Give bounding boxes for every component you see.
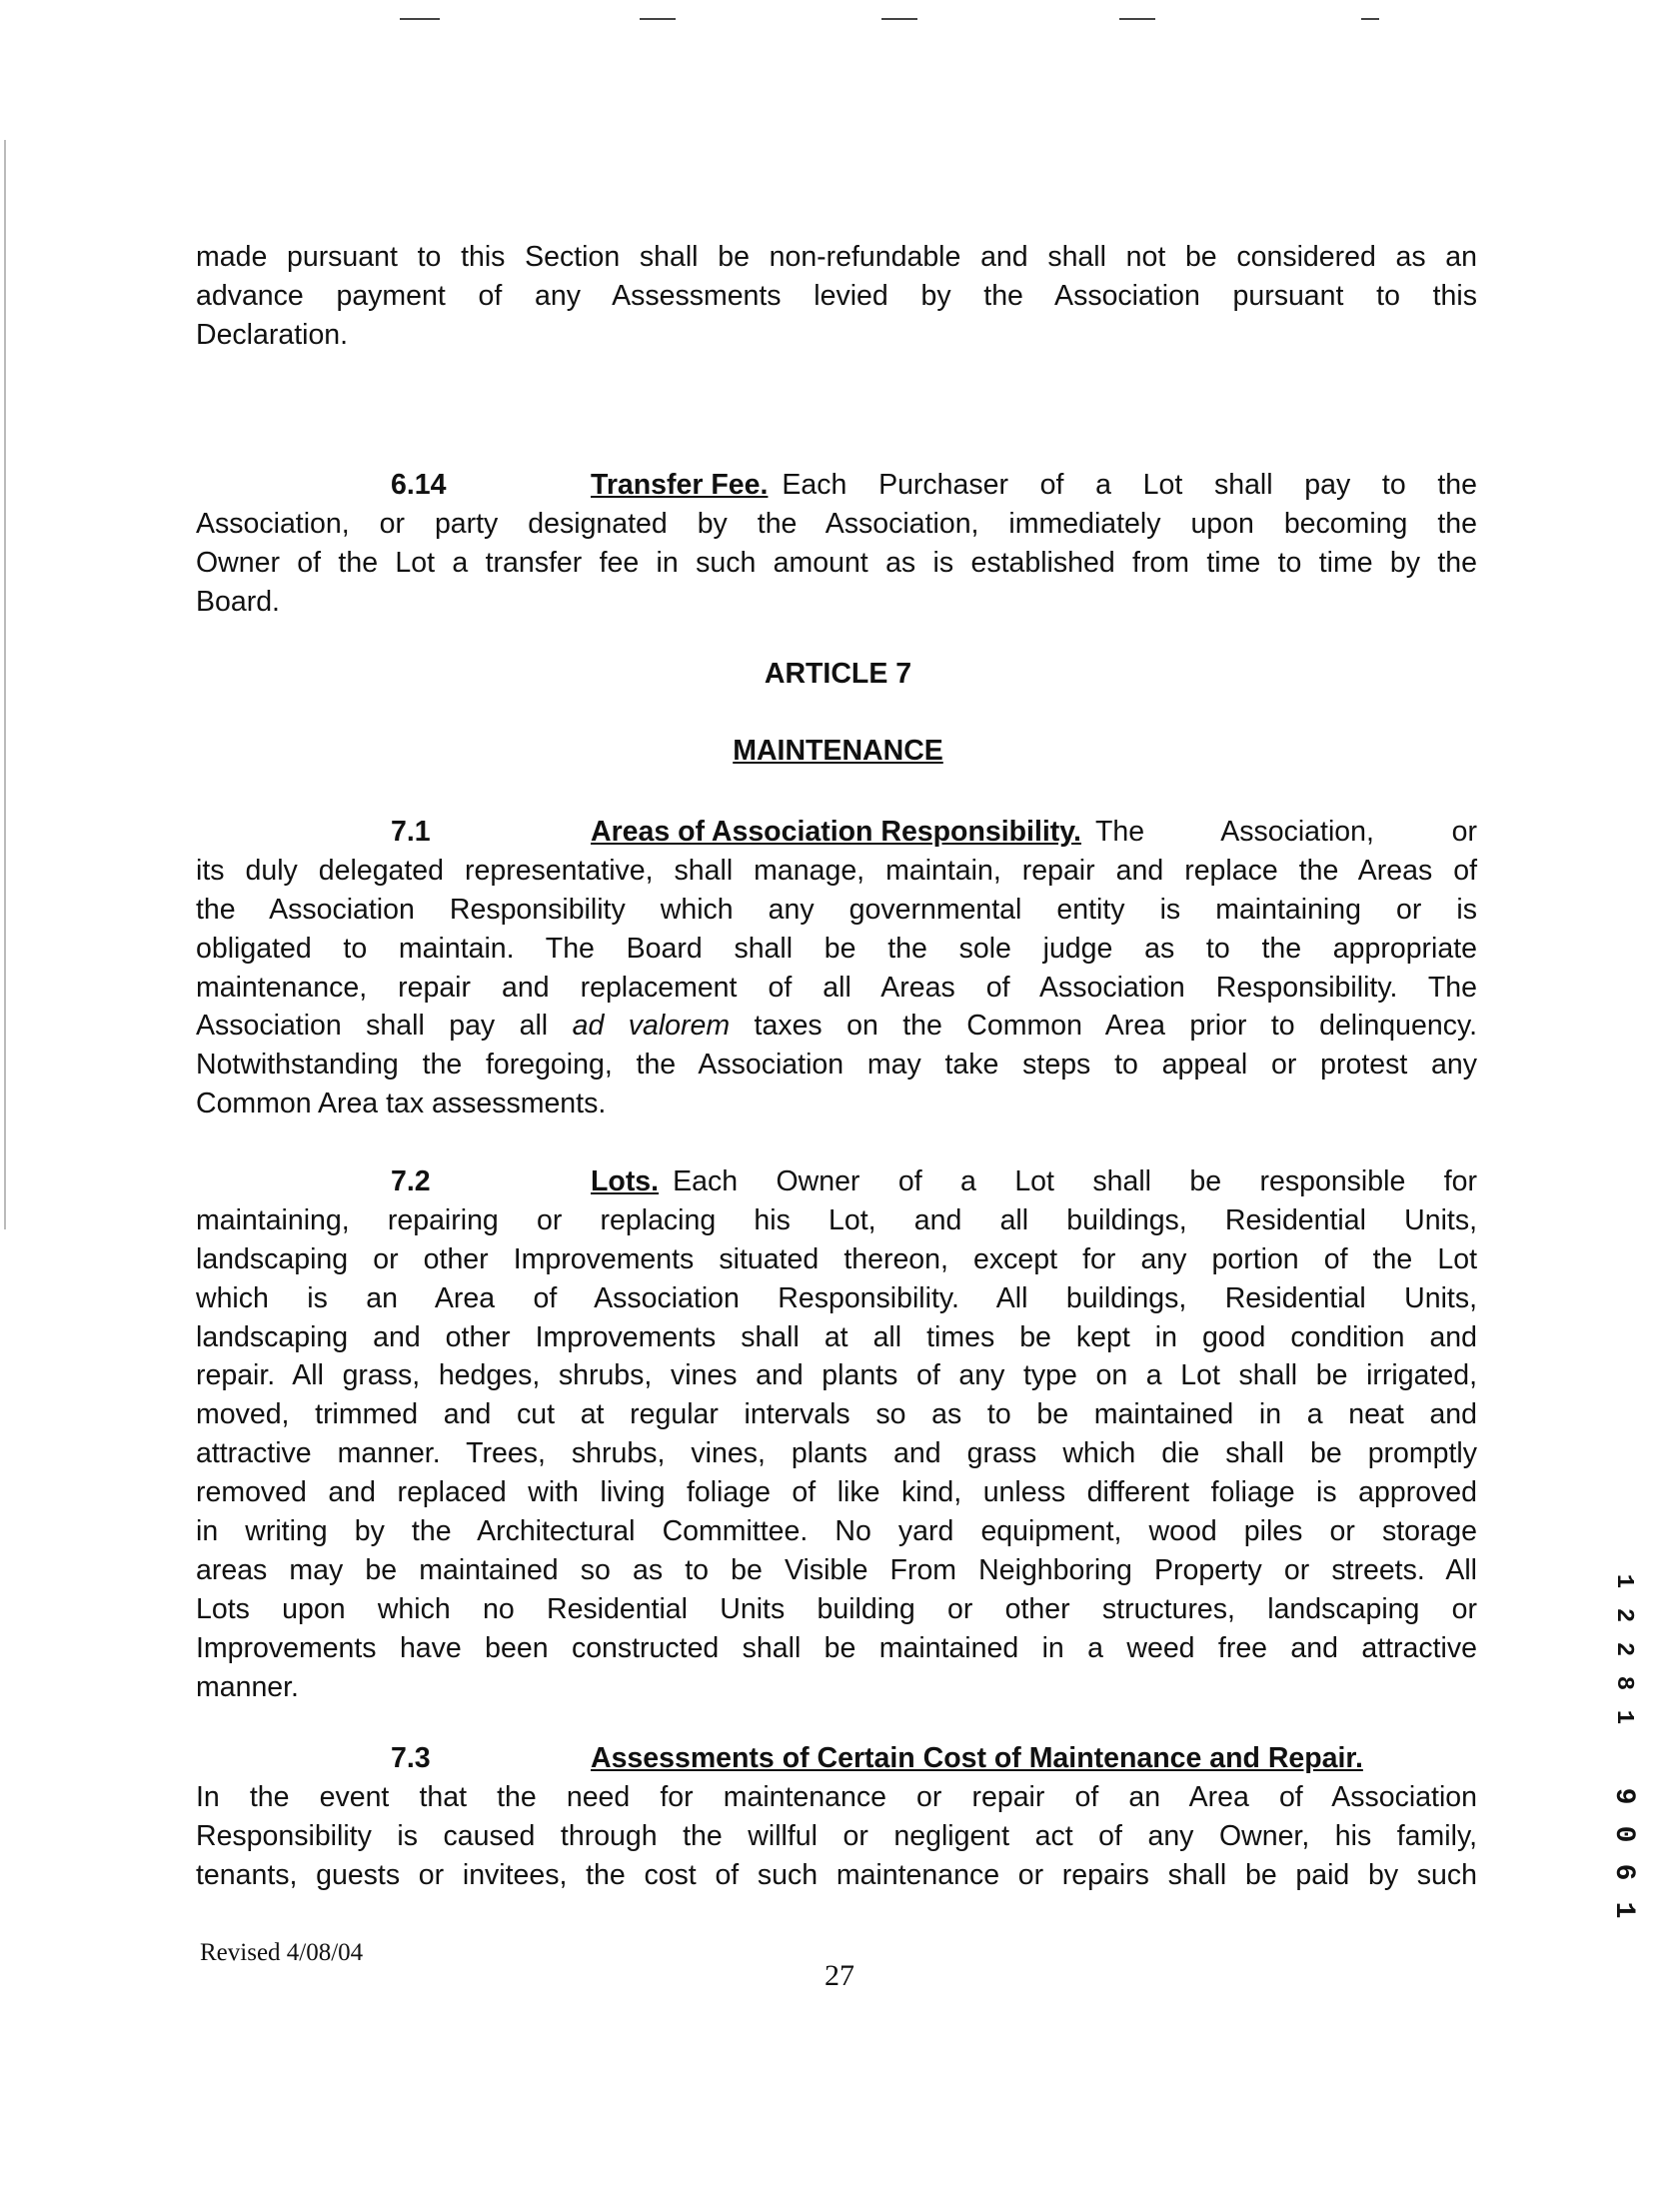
text-line: made pursuant to this Section shall be non-refundable and shall not be considered as an	[196, 241, 1477, 273]
text-line: landscaping and other Improvements shall at all times be kept in good condition and	[196, 1320, 1477, 1353]
recording-stamp-lower	[1608, 1777, 1639, 1929]
stamp-digit: 8	[1610, 1675, 1637, 1691]
revision-date: Revised 4/08/04	[200, 1939, 364, 1966]
text-line: maintaining, repairing or replacing his Lot, and all buildings, Residential Units,	[196, 1203, 1477, 1236]
stamp-digit: 1	[1610, 1709, 1637, 1725]
text-line: Notwithstanding the foregoing, the Association may take steps to appeal or protest any	[196, 1049, 1477, 1082]
text-line: landscaping or other Improvements situated thereon, except for any portion of the Lot	[196, 1242, 1477, 1275]
text-line: Responsibility is caused through the willful or negligent act of any Owner, his family,	[196, 1819, 1477, 1852]
text-segment: taxes on the Common Area prior to delinquency.	[730, 1010, 1478, 1043]
article-subtitle: MAINTENANCE	[733, 735, 943, 767]
stamp-digit: 0	[1608, 1825, 1639, 1843]
section-number: 7.1	[391, 816, 431, 848]
stamp-digit: 2	[1610, 1641, 1637, 1657]
text-line: which is an Area of Association Responsibility. All buildings, Residential Units,	[196, 1281, 1477, 1314]
stamp-digit: 1	[1610, 1573, 1637, 1589]
section-number: 6.14	[391, 469, 447, 501]
text-line: tenants, guests or invitees, the cost of such maintenance or repairs shall be paid by such	[196, 1858, 1477, 1891]
scan-mark	[640, 18, 676, 20]
section-heading: Assessments of Certain Cost of Maintenance and Repair.	[591, 1742, 1363, 1774]
text-line: maintenance, repair and replacement of all Areas of Association Responsibility. The	[196, 971, 1477, 1004]
text-line: In the event that the need for maintenance or repair of an Area of Association	[196, 1780, 1477, 1813]
stamp-digit: 9	[1608, 1787, 1639, 1805]
text-line: Lots upon which no Residential Units building or other structures, landscaping or	[196, 1592, 1477, 1625]
section-heading: Transfer Fee.	[591, 469, 769, 501]
section-7-1	[196, 813, 1477, 1123]
italic-text: ad valorem	[572, 1010, 731, 1043]
section-number: 7.3	[391, 1742, 431, 1774]
section-6-14	[196, 466, 1477, 622]
scan-mark	[400, 18, 440, 20]
section-text: Each Owner of a Lot shall be responsible for	[673, 1165, 1477, 1197]
text-line: Declaration.	[196, 318, 349, 351]
page-number: 27	[825, 1959, 854, 1992]
text-line: attractive manner. Trees, shrubs, vines, plants and grass which die shall be promptly	[196, 1437, 1477, 1470]
scan-mark	[1119, 18, 1155, 20]
text-line: areas may be maintained so as to be Visible From Neighboring Property or streets. All	[196, 1553, 1477, 1586]
text-line	[196, 1007, 1477, 1046]
text-line: removed and replaced with living foliage of like kind, unless different foliage is approved	[196, 1476, 1477, 1509]
text-line: Owner of the Lot a transfer fee in such amount as is established from time to time by the	[196, 546, 1477, 579]
stamp-digit: 1	[1608, 1901, 1639, 1919]
stamp-digit: 2	[1610, 1607, 1637, 1623]
text-line: manner.	[196, 1670, 299, 1703]
scan-mark	[881, 18, 917, 20]
section-text: The Association, or	[1094, 816, 1477, 848]
article-title: ARTICLE 7	[764, 658, 912, 690]
section-7-3	[196, 1739, 1477, 1895]
text-line: its duly delegated representative, shall manage, maintain, repair and replace the Areas of	[196, 854, 1477, 887]
paragraph-intro	[196, 238, 1477, 355]
text-line: advance payment of any Assessments levied by the Association pursuant to this	[196, 279, 1477, 312]
text-line: Association, or party designated by the Association, immediately upon becoming the	[196, 507, 1477, 540]
stamp-digit: 6	[1608, 1863, 1639, 1881]
recording-stamp-upper	[1611, 1564, 1635, 1734]
text-line: in writing by the Architectural Committee. No yard equipment, wood piles or storage	[196, 1515, 1477, 1548]
section-heading: Areas of Association Responsibility.	[591, 816, 1081, 848]
section-number: 7.2	[391, 1165, 431, 1197]
text-line: moved, trimmed and cut at regular intervals so as to be maintained in a neat and	[196, 1398, 1477, 1431]
section-7-2	[196, 1162, 1477, 1706]
text-segment: Association shall pay all	[196, 1010, 573, 1043]
text-line: Common Area tax assessments.	[196, 1088, 607, 1120]
text-line: the Association Responsibility which any governmental entity is maintaining or is	[196, 893, 1477, 926]
scan-mark	[1361, 18, 1379, 20]
text-line: Board.	[196, 585, 280, 618]
section-text: Each Purchaser of a Lot shall pay to the	[782, 469, 1477, 501]
section-heading: Lots.	[591, 1165, 660, 1197]
text-line: repair. All grass, hedges, shrubs, vines and plants of any type on a Lot shall be irrigated,	[196, 1359, 1477, 1392]
text-line: obligated to maintain. The Board shall be the sole judge as to the appropriate	[196, 932, 1477, 965]
text-line: Improvements have been constructed shall be maintained in a weed free and attractive	[196, 1631, 1477, 1664]
